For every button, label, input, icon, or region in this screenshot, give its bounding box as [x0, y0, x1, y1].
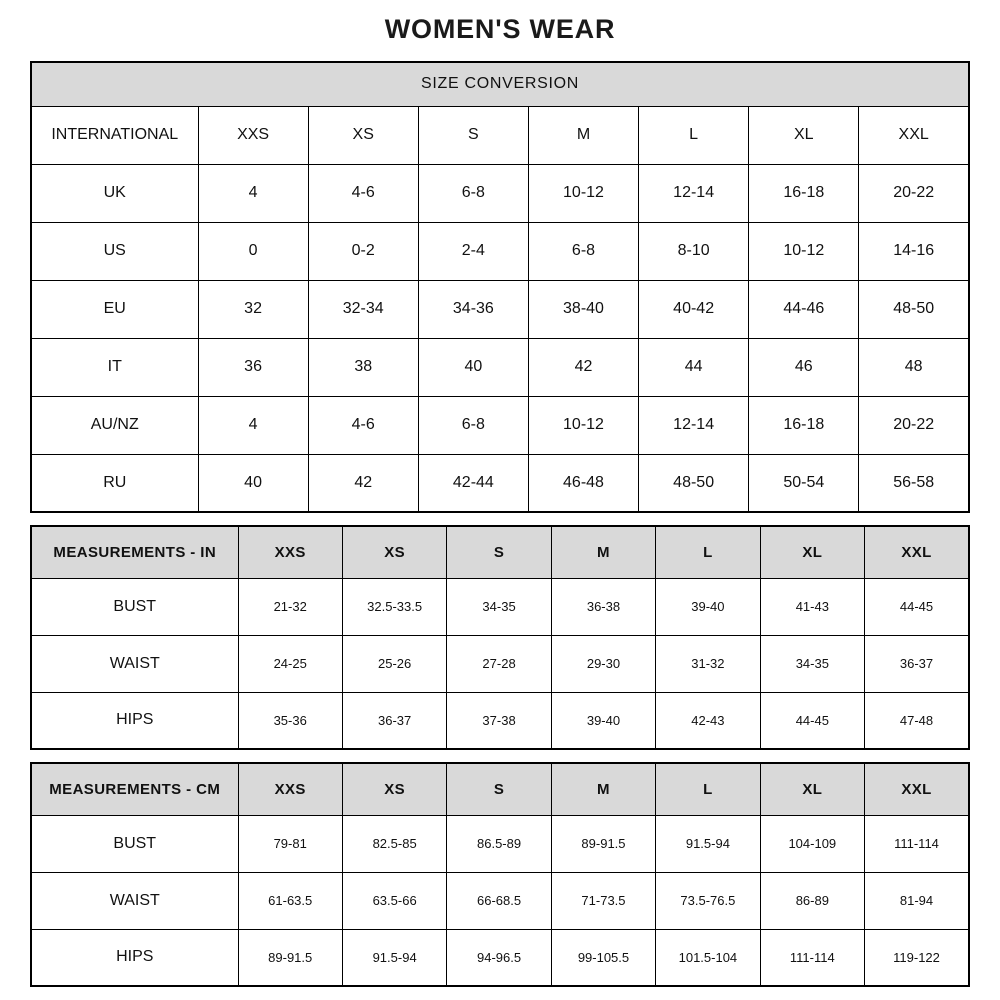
measurements-in-table: [30, 525, 970, 750]
table-cell: 50-54: [749, 454, 859, 512]
table-cell: 101.5-104: [656, 929, 760, 986]
table-cell: 44-46: [749, 280, 859, 338]
table-cell: 4-6: [308, 396, 418, 454]
table-row: [31, 578, 969, 635]
row-label: RU: [31, 454, 198, 512]
measurements-cm-table: [30, 762, 970, 987]
table-cell: 111-114: [865, 815, 969, 872]
size-column-header: XXL: [865, 526, 969, 578]
measurements-in-body: [31, 578, 969, 749]
row-label: UK: [31, 164, 198, 222]
table-cell: 44: [639, 338, 749, 396]
table-cell: 94-96.5: [447, 929, 551, 986]
table-cell: 14-16: [859, 222, 969, 280]
table-cell: 36-37: [865, 635, 969, 692]
table-row: [31, 635, 969, 692]
table-cell: 41-43: [760, 578, 864, 635]
table-cell: 48: [859, 338, 969, 396]
table-cell: 86-89: [760, 872, 864, 929]
table-cell: 32-34: [308, 280, 418, 338]
table-cell: 6-8: [418, 396, 528, 454]
row-label: IT: [31, 338, 198, 396]
table-cell: 38: [308, 338, 418, 396]
size-column-header: XXL: [859, 106, 969, 164]
table-cell: 42-43: [656, 692, 760, 749]
table-cell: 39-40: [551, 692, 655, 749]
size-column-header: S: [418, 106, 528, 164]
table-cell: 21-32: [238, 578, 342, 635]
row-label: BUST: [31, 815, 238, 872]
size-column-header: XS: [342, 526, 446, 578]
table-cell: 35-36: [238, 692, 342, 749]
table-cell: 10-12: [528, 164, 638, 222]
table-cell: 4-6: [308, 164, 418, 222]
size-column-header: XXL: [865, 763, 969, 815]
table-cell: 119-122: [865, 929, 969, 986]
table-cell: 0-2: [308, 222, 418, 280]
table-cell: 25-26: [342, 635, 446, 692]
table-cell: 99-105.5: [551, 929, 655, 986]
table-cell: 4: [198, 396, 308, 454]
page-title: WOMEN'S WEAR: [384, 14, 616, 44]
table-cell: 111-114: [760, 929, 864, 986]
table-cell: 24-25: [238, 635, 342, 692]
table-cell: 34-35: [447, 578, 551, 635]
row-label: WAIST: [31, 635, 238, 692]
size-column-header: XL: [760, 763, 864, 815]
table-cell: 36-38: [551, 578, 655, 635]
size-column-header: XL: [749, 106, 859, 164]
table-cell: 29-30: [551, 635, 655, 692]
table-cell: 63.5-66: [342, 872, 446, 929]
table-cell: 82.5-85: [342, 815, 446, 872]
table-cell: 16-18: [749, 396, 859, 454]
table-cell: 48-50: [859, 280, 969, 338]
size-column-header: XS: [342, 763, 446, 815]
table-cell: 44-45: [760, 692, 864, 749]
size-column-header: M: [528, 106, 638, 164]
size-conversion-body: [31, 164, 969, 512]
measurements-in-header-row: [31, 526, 969, 578]
table-row: [31, 280, 969, 338]
row-label: WAIST: [31, 872, 238, 929]
table-cell: 10-12: [528, 396, 638, 454]
table-cell: 34-35: [760, 635, 864, 692]
table-corner-header: MEASUREMENTS - IN: [31, 526, 238, 578]
table-row: [31, 454, 969, 512]
table-cell: 39-40: [656, 578, 760, 635]
table-cell: 44-45: [865, 578, 969, 635]
size-conversion-header-row: [31, 106, 969, 164]
size-column-header: S: [447, 763, 551, 815]
table-row: [31, 338, 969, 396]
size-column-header: XS: [308, 106, 418, 164]
table-cell: 66-68.5: [447, 872, 551, 929]
row-label: BUST: [31, 578, 238, 635]
table-cell: 4: [198, 164, 308, 222]
size-column-header: L: [656, 526, 760, 578]
table-cell: 42: [528, 338, 638, 396]
size-column-header: XXS: [238, 763, 342, 815]
table-row: [31, 872, 969, 929]
table-cell: 81-94: [865, 872, 969, 929]
table-cell: 27-28: [447, 635, 551, 692]
table-cell: 91.5-94: [656, 815, 760, 872]
table-row: [31, 929, 969, 986]
row-label: AU/NZ: [31, 396, 198, 454]
table-cell: 48-50: [639, 454, 749, 512]
table-cell: 38-40: [528, 280, 638, 338]
table-cell: 40: [198, 454, 308, 512]
table-cell: 20-22: [859, 396, 969, 454]
size-conversion-table: [30, 61, 970, 513]
table-cell: 2-4: [418, 222, 528, 280]
measurements-cm-header-row: [31, 763, 969, 815]
table-cell: 32: [198, 280, 308, 338]
size-column-header: XL: [760, 526, 864, 578]
table-cell: 12-14: [639, 396, 749, 454]
table-cell: 71-73.5: [551, 872, 655, 929]
table-cell: 34-36: [418, 280, 528, 338]
table-cell: 79-81: [238, 815, 342, 872]
table-cell: 42: [308, 454, 418, 512]
table-cell: 31-32: [656, 635, 760, 692]
size-column-header: XXS: [238, 526, 342, 578]
row-label: EU: [31, 280, 198, 338]
table-cell: 46-48: [528, 454, 638, 512]
table-cell: 91.5-94: [342, 929, 446, 986]
table-cell: 10-12: [749, 222, 859, 280]
table-cell: 16-18: [749, 164, 859, 222]
size-column-header: S: [447, 526, 551, 578]
table-cell: 42-44: [418, 454, 528, 512]
table-cell: 73.5-76.5: [656, 872, 760, 929]
table-row: [31, 692, 969, 749]
table-cell: 6-8: [418, 164, 528, 222]
table-corner-header: MEASUREMENTS - CM: [31, 763, 238, 815]
row-label: HIPS: [31, 692, 238, 749]
table-cell: 47-48: [865, 692, 969, 749]
size-column-header: XXS: [198, 106, 308, 164]
table-row: [31, 815, 969, 872]
table-cell: 32.5-33.5: [342, 578, 446, 635]
table-cell: 12-14: [639, 164, 749, 222]
size-column-header: M: [551, 526, 655, 578]
table-cell: 37-38: [447, 692, 551, 749]
table-cell: 40: [418, 338, 528, 396]
table-cell: 6-8: [528, 222, 638, 280]
size-column-header: L: [656, 763, 760, 815]
table-cell: 56-58: [859, 454, 969, 512]
size-conversion-title: SIZE CONVERSION: [31, 62, 969, 106]
measurements-cm-body: [31, 815, 969, 986]
table-cell: 0: [198, 222, 308, 280]
table-cell: 86.5-89: [447, 815, 551, 872]
size-conversion-banner-row: [31, 62, 969, 106]
table-cell: 89-91.5: [551, 815, 655, 872]
row-label: US: [31, 222, 198, 280]
table-cell: 89-91.5: [238, 929, 342, 986]
table-corner-header: INTERNATIONAL: [31, 106, 198, 164]
table-cell: 8-10: [639, 222, 749, 280]
table-cell: 20-22: [859, 164, 969, 222]
table-cell: 104-109: [760, 815, 864, 872]
row-label: HIPS: [31, 929, 238, 986]
table-row: [31, 164, 969, 222]
table-cell: 61-63.5: [238, 872, 342, 929]
table-cell: 40-42: [639, 280, 749, 338]
size-column-header: M: [551, 763, 655, 815]
size-column-header: L: [639, 106, 749, 164]
table-row: [31, 222, 969, 280]
table-cell: 36: [198, 338, 308, 396]
table-cell: 46: [749, 338, 859, 396]
table-row: [31, 396, 969, 454]
table-cell: 36-37: [342, 692, 446, 749]
